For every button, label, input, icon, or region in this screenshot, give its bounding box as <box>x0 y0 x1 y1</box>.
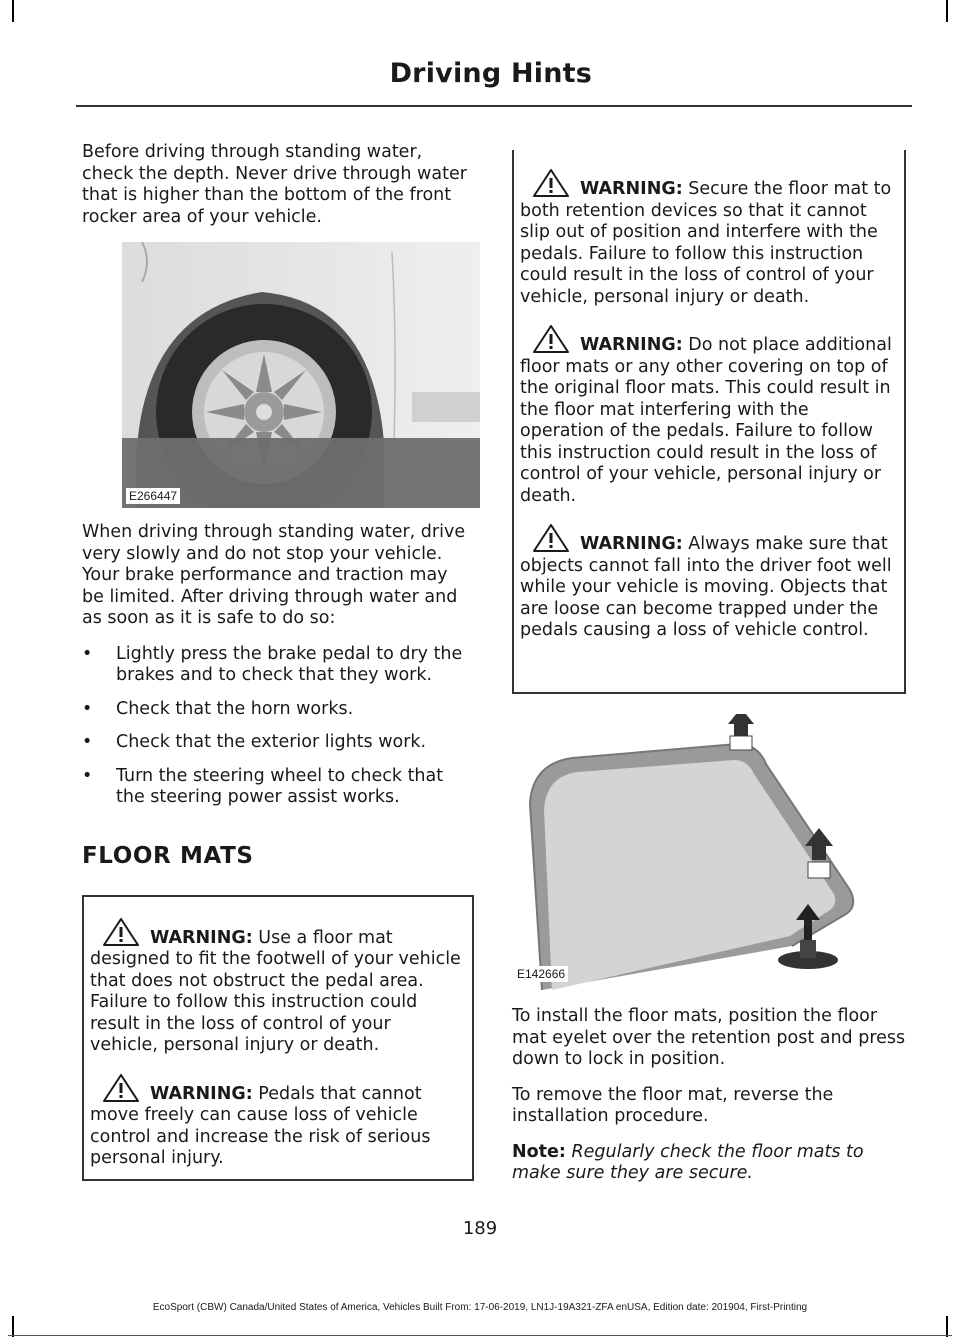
warning-label: WARNING: <box>580 335 683 355</box>
warning-item <box>520 168 896 308</box>
section-heading: FLOOR MATS <box>82 842 254 869</box>
note-paragraph <box>512 1142 906 1185</box>
right-column <box>512 150 906 1199</box>
footer-rule <box>8 1335 952 1336</box>
warning-text: Secure the floor mat to both retention devices so that it cannot slip out of position and interfere with the pedals. Failure to follow this instruction could result in the loss of control of your vehicle, personal injury or death. <box>520 179 892 307</box>
warning-triangle-icon <box>532 324 570 354</box>
wheel-illustration <box>122 242 480 508</box>
warning-label: WARNING: <box>580 534 683 554</box>
warning-item <box>520 324 896 507</box>
warning-item <box>520 523 896 642</box>
warning-label: WARNING: <box>150 927 253 948</box>
warning-item <box>90 917 464 1057</box>
warning-text: Always make sure that objects cannot fall into the driver foot well while your vehicle is moving. Objects that are loose can become trapped under the pedals causing a loss of vehicle control. <box>520 534 892 640</box>
warning-text: Use a floor mat designed to fit the footwell of your vehicle that does not obstruct the pedal area. Failure to follow this instruction could result in the loss of control of your vehicle, personal injury or death. <box>90 927 461 1055</box>
list-item: • Turn the steering wheel to check that the steering power assist works. <box>82 766 474 809</box>
warning-text: Pedals that cannot move freely can cause loss of vehicle control and increase the risk of serious personal injury. <box>90 1083 431 1168</box>
warning-triangle-icon <box>532 523 570 553</box>
arrow-icon <box>728 714 754 750</box>
intro-paragraph: Before driving through standing water, check the depth. Never drive through water that is higher than the bottom of the front rocker area of your vehicle. <box>82 142 467 227</box>
warning-label: WARNING: <box>150 1083 253 1104</box>
figure-code: E266447 <box>126 488 180 504</box>
page-title: Driving Hints <box>389 58 592 89</box>
warning-text: Do not place additional floor mats or any other covering on top of the original floor mats. This could result in the floor mat interfering with the operation of the pedals. Failure to follow this instruction could result in the loss of control of your vehicle, personal injury or death. <box>520 335 892 506</box>
water-paragraph: When driving through standing water, drive very slowly and do not stop your vehicle. Your brake performance and traction may be limited. After driving through water and as soon as it is safe to do so: <box>82 522 466 628</box>
list-item: • Check that the horn works. <box>82 699 474 721</box>
left-column <box>82 142 474 1181</box>
crop-mark <box>12 1316 14 1337</box>
note-text: Regularly check the floor mats to make sure they are secure. <box>512 1141 864 1183</box>
crop-mark <box>946 1316 948 1337</box>
check-list <box>82 644 474 809</box>
crop-mark <box>946 0 948 22</box>
warning-triangle-icon <box>102 1073 140 1103</box>
figure-floor-mat <box>512 714 872 990</box>
warning-label: WARNING: <box>580 179 683 199</box>
page-number: 189 <box>462 1218 498 1239</box>
figure-code: E142666 <box>514 966 568 982</box>
figure-wheel-water <box>122 242 480 508</box>
warning-item <box>90 1073 464 1170</box>
warning-box <box>512 150 906 694</box>
crop-mark <box>12 0 14 22</box>
warning-box <box>82 895 474 1181</box>
warning-triangle-icon <box>532 168 570 198</box>
install-paragraph: To install the floor mats, position the floor mat eyelet over the retention post and press down to lock in position. <box>512 1006 906 1069</box>
floor-mat-illustration <box>512 714 872 990</box>
list-item: • Check that the exterior lights work. <box>82 732 474 754</box>
list-item: • Lightly press the brake pedal to dry the brakes and to check that they work. <box>82 644 474 687</box>
footer-text: EcoSport (CBW) Canada/United States of America, Vehicles Built From: 17-06-2019, LN1J-19A321-ZFA enUSA, Edition date: 201904, First-Printing <box>152 1302 808 1313</box>
warning-triangle-icon <box>102 917 140 947</box>
remove-paragraph: To remove the floor mat, reverse the installation procedure. <box>512 1084 834 1126</box>
note-label: Note: <box>512 1141 566 1162</box>
header-rule <box>76 105 912 107</box>
